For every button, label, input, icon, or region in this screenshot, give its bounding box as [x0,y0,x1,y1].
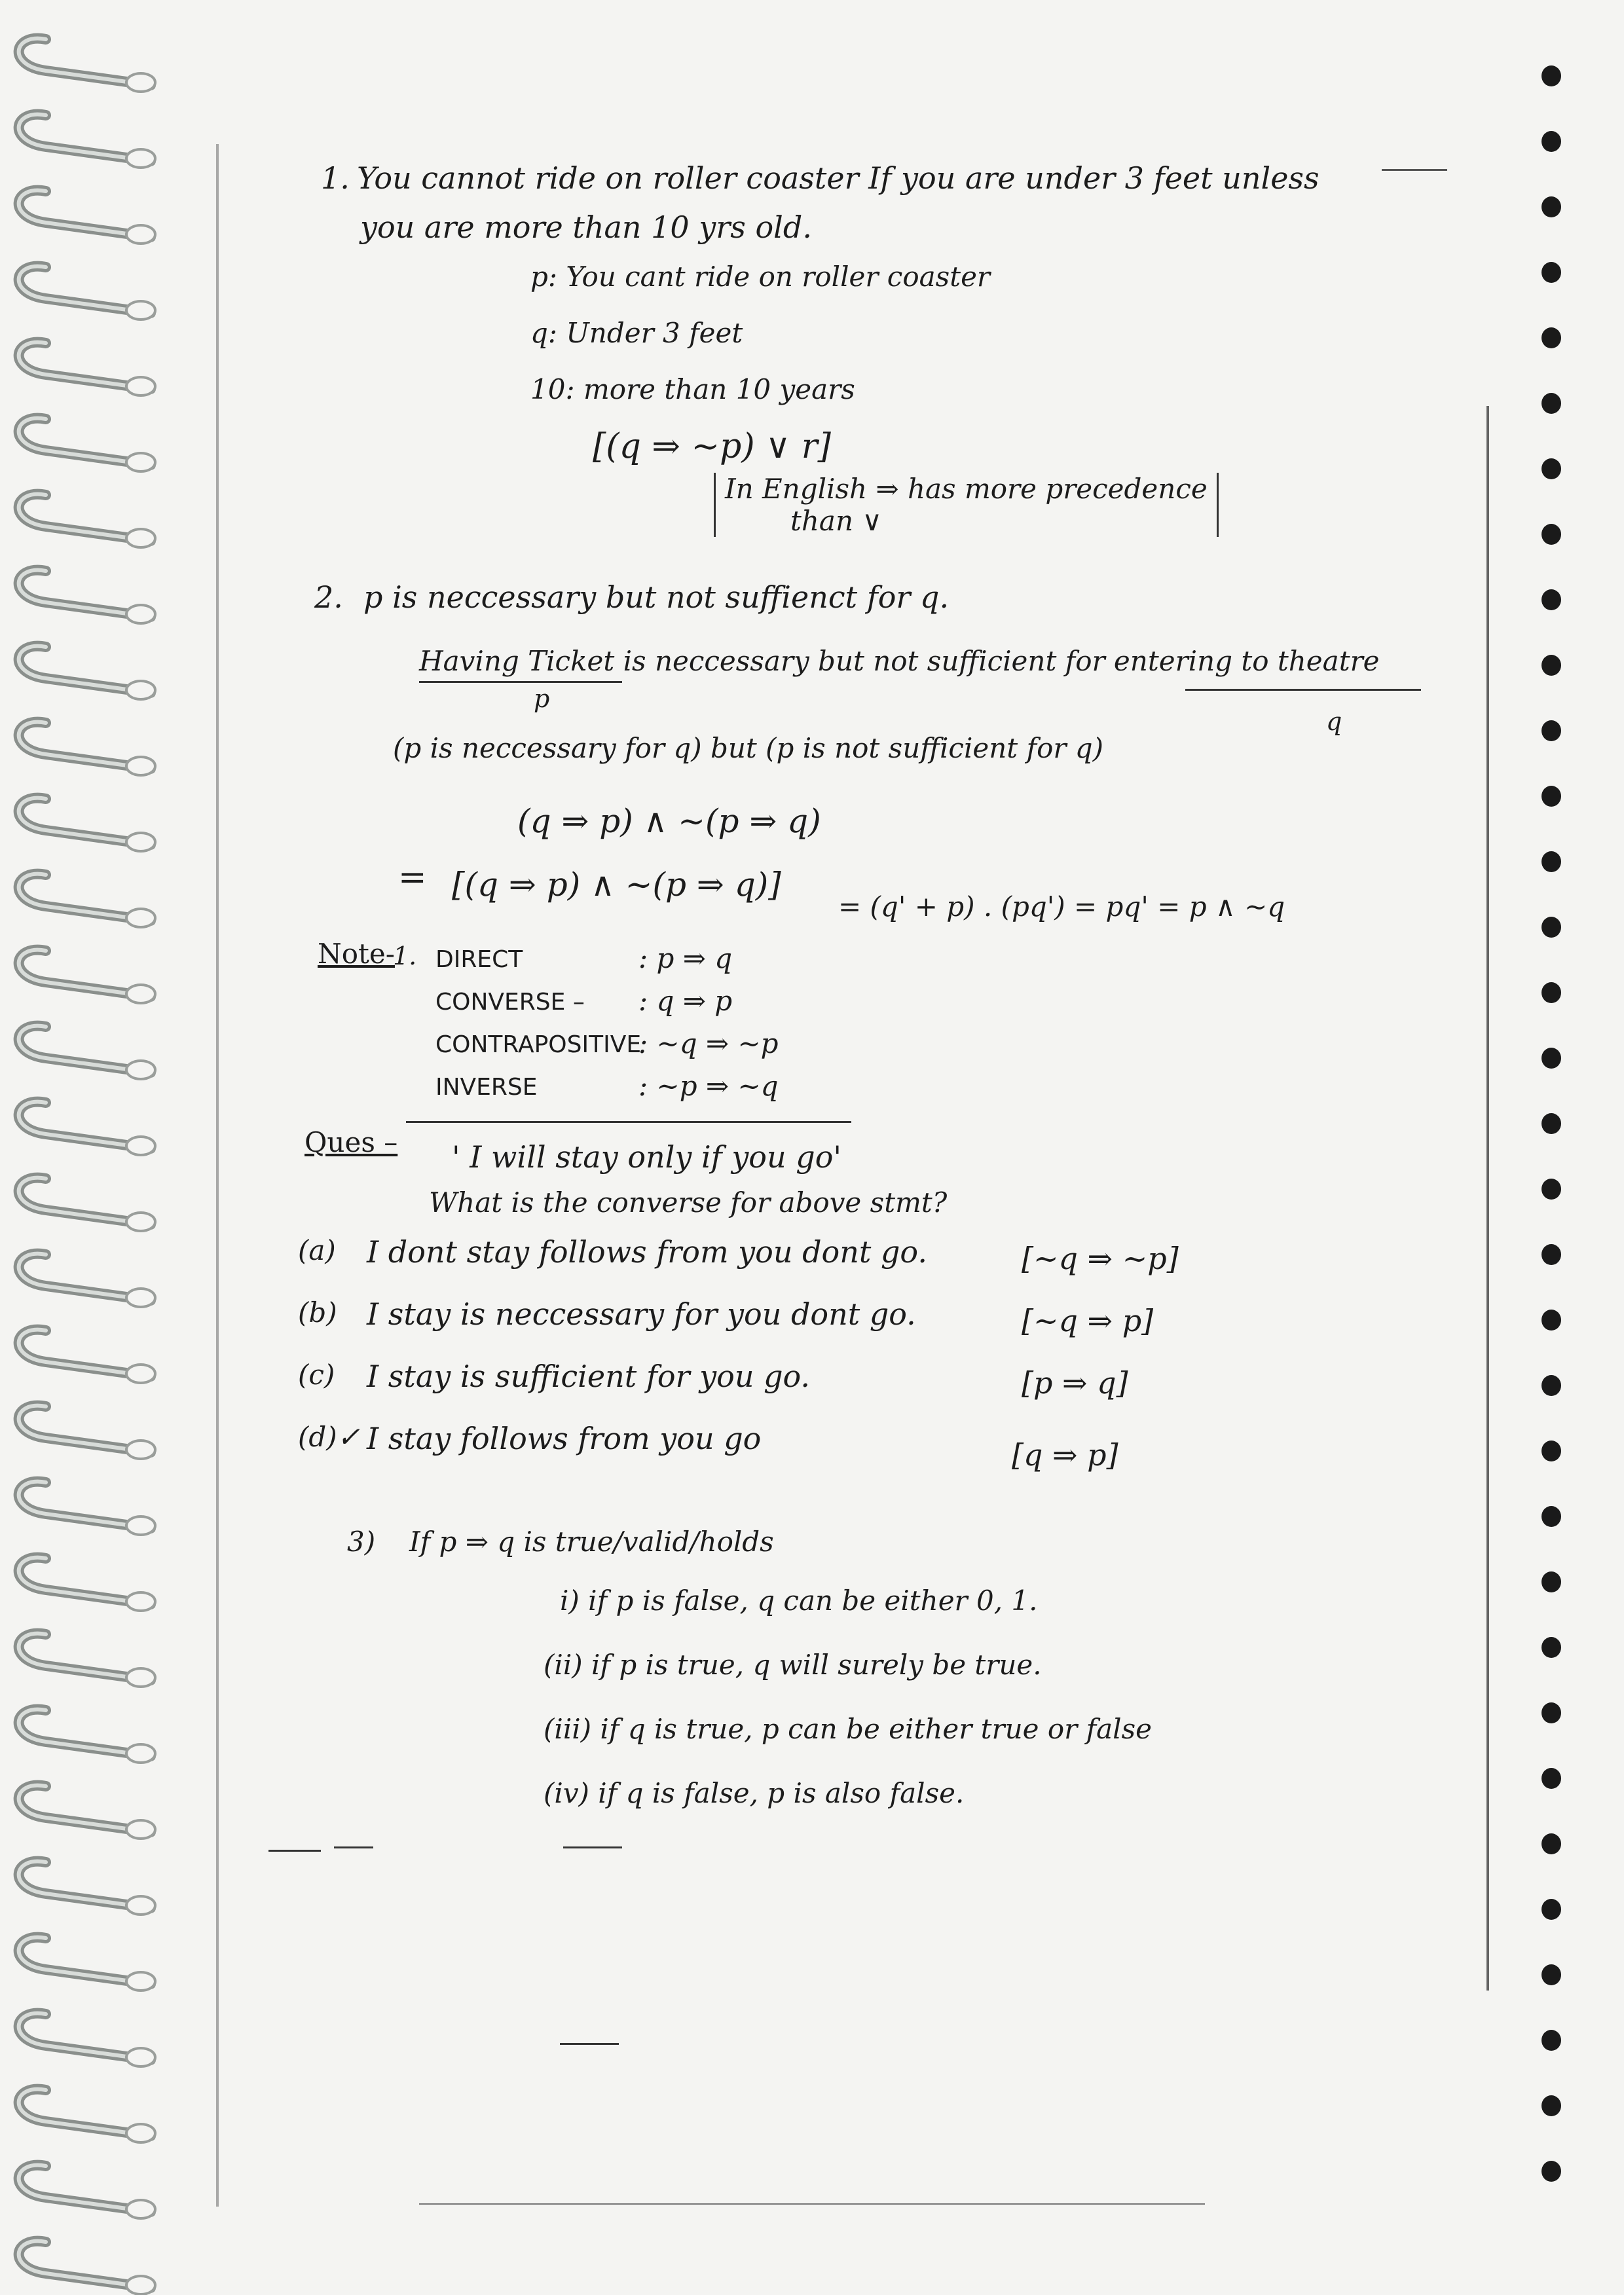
punched-hole [1541,1048,1561,1069]
spiral-coil [19,2089,155,2142]
spiral-coil [19,1634,155,1687]
punched-hole [1541,851,1561,872]
punched-hole [1541,589,1561,610]
punched-hole [1541,262,1561,283]
ques-option-tag: (a) [298,1234,336,1266]
note-row-expr: : ∼p ⇒ ∼q [638,1070,779,1102]
q1-number: 1. [321,160,350,196]
q1-q-definition: q: Under 3 feet [530,317,743,349]
spiral-coil [19,2165,155,2218]
note-index: 1. [393,942,417,970]
q3-case: (iv) if q is false, p is also false. [544,1777,965,1809]
punched-hole [1541,2095,1561,2116]
punched-hole [1541,393,1561,414]
note-divider [406,1121,851,1123]
punched-hole [1541,786,1561,807]
q3-case: i) if p is false, q can be either 0, 1. [560,1585,1038,1617]
spiral-coil [19,1026,155,1079]
spiral-coil [19,874,155,927]
spiral-coil [19,1482,155,1535]
punched-hole [1541,1244,1561,1265]
spiral-coil [19,950,155,1003]
q2-simplified: = (q' + p) . (pq') = pq' = p ∧ ∼q [838,890,1285,923]
ques-option-text: I stay follows from you go [367,1421,762,1456]
punched-hole [1541,2030,1561,2051]
q3-number: 3) [347,1526,376,1558]
note-row-expr: : ∼q ⇒ ∼p [638,1027,779,1059]
spiral-coil [19,418,155,471]
q1-note-line1: In English ⇒ has more precedence [725,473,1208,505]
q1-line1: You cannot ride on roller coaster If you are under 3 feet unless [357,160,1320,196]
spiral-coil [19,266,155,320]
q2-example: Having Ticket is neccessary but not sufficient for entering to theatre [419,645,1380,677]
spiral-coil [19,1558,155,1611]
spiral-coil [19,494,155,547]
spiral-coil [19,1862,155,1915]
q2-statement: p is neccessary but not suffienct for q. [363,579,950,615]
ques-label: Ques – [304,1126,398,1158]
margin-line [216,144,219,2207]
having-ticket-underline [419,681,622,683]
spiral-coil [19,1406,155,1459]
punched-hole [1541,1441,1561,1461]
bottom-rule [419,2203,1205,2205]
q1-precedence-note [714,473,1219,537]
ques-option-text: I dont stay follows from you dont go. [367,1234,927,1270]
q3-heading: If p ⇒ q is true/valid/holds [409,1526,774,1558]
spiral-coil [19,1786,155,1839]
punched-hole [1541,1571,1561,1592]
punched-hole [1541,1375,1561,1396]
spiral-coil [19,39,155,92]
punched-hole [1541,1833,1561,1854]
spiral-coil [19,646,155,699]
punched-hole [1541,196,1561,217]
q2-split: (p is neccessary for q) but (p is not sufficient for q) [393,732,1104,764]
q2-result: [(q ⇒ p) ∧ ∼(p ⇒ q)] [452,866,781,904]
punched-hole [1541,917,1561,938]
punched-hole [1541,131,1561,152]
punched-hole [1541,1113,1561,1134]
ques-option-text: I stay is neccessary for you dont go. [367,1296,916,1332]
spiral-coil [19,722,155,775]
q1-r-definition: 10: more than 10 years [530,373,855,405]
spiral-coil [19,342,155,395]
punched-hole [1541,524,1561,545]
ques-option-expr: [p ⇒ q] [1022,1365,1128,1401]
punched-hole [1541,982,1561,1003]
ques-option-expr: [∼q ⇒ p] [1022,1303,1154,1338]
punched-hole [1541,1702,1561,1723]
spiral-coil [19,2013,155,2066]
punched-hole [1541,1768,1561,1789]
punched-hole [1541,1506,1561,1527]
right-margin-line [1486,406,1489,1991]
q1-p-definition: p: You cant ride on roller coaster [530,261,991,293]
note-row-expr: : q ⇒ p [638,985,733,1017]
dash-mark [560,2043,619,2045]
punched-hole [1541,1310,1561,1331]
dash-mark [563,1846,622,1848]
punched-hole [1541,458,1561,479]
spiral-coil [19,115,155,168]
punched-hole [1541,327,1561,348]
punched-hole [1541,2161,1561,2182]
note-row-name: INVERSE [435,1074,538,1101]
punched-hole [1541,1179,1561,1200]
spiral-coil [19,2241,155,2294]
note-label: Note- [318,938,395,970]
punched-hole [1541,1637,1561,1658]
spiral-coil [19,570,155,623]
ques-option-tag: (c) [298,1359,335,1391]
note-row-expr: : p ⇒ q [638,942,733,974]
note-row-name: DIRECT [435,946,523,973]
ques-option-text: I stay is sufficient for you go. [367,1359,811,1394]
q1-formula: [(q ⇒ ∼p) ∨ r] [593,427,831,466]
q2-p-label: p [534,684,550,713]
q2-equals: = [398,858,427,897]
punched-hole [1541,65,1561,86]
q2-symbolic: (q ⇒ p) ∧ ∼(p ⇒ q) [517,802,821,840]
spiral-coil [19,191,155,244]
spiral-coil [19,1178,155,1231]
punched-hole [1541,1899,1561,1920]
spiral-coil [19,1330,155,1383]
ques-option-expr: [q ⇒ p] [1012,1437,1118,1473]
spiral-coil [19,1102,155,1155]
dash-mark [334,1846,373,1848]
q1-note-line2: than ∨ [790,505,883,537]
q2-number: 2. [314,579,343,615]
top-rule [1382,169,1447,171]
spiral-coil [19,1254,155,1307]
spiral-coil [19,1710,155,1763]
punched-hole [1541,720,1561,741]
theatre-underline [1185,689,1421,691]
ques-option-expr: [∼q ⇒ ∼p] [1022,1241,1179,1276]
ques-ask: What is the converse for above stmt? [429,1186,948,1219]
q3-case: (iii) if q is true, p can be either true or false [544,1713,1153,1745]
q2-q-label: q [1326,707,1342,736]
spiral-binding [0,0,170,2295]
spiral-coil [19,798,155,851]
ques-option-tag: (d)✓ [298,1421,360,1453]
punched-hole [1541,655,1561,676]
dash-mark [268,1850,321,1852]
q3-case: (ii) if p is true, q will surely be true. [544,1649,1042,1681]
note-row-name: CONTRAPOSITIVE [435,1031,642,1058]
ques-quote: ' I will stay only if you go' [452,1139,842,1175]
punched-holes [1532,0,1585,2295]
note-row-name: CONVERSE – [435,989,585,1016]
spiral-coil [19,1937,155,1991]
q1-line2: you are more than 10 yrs old. [360,210,812,245]
punched-hole [1541,1964,1561,1985]
ques-option-tag: (b) [298,1296,337,1329]
